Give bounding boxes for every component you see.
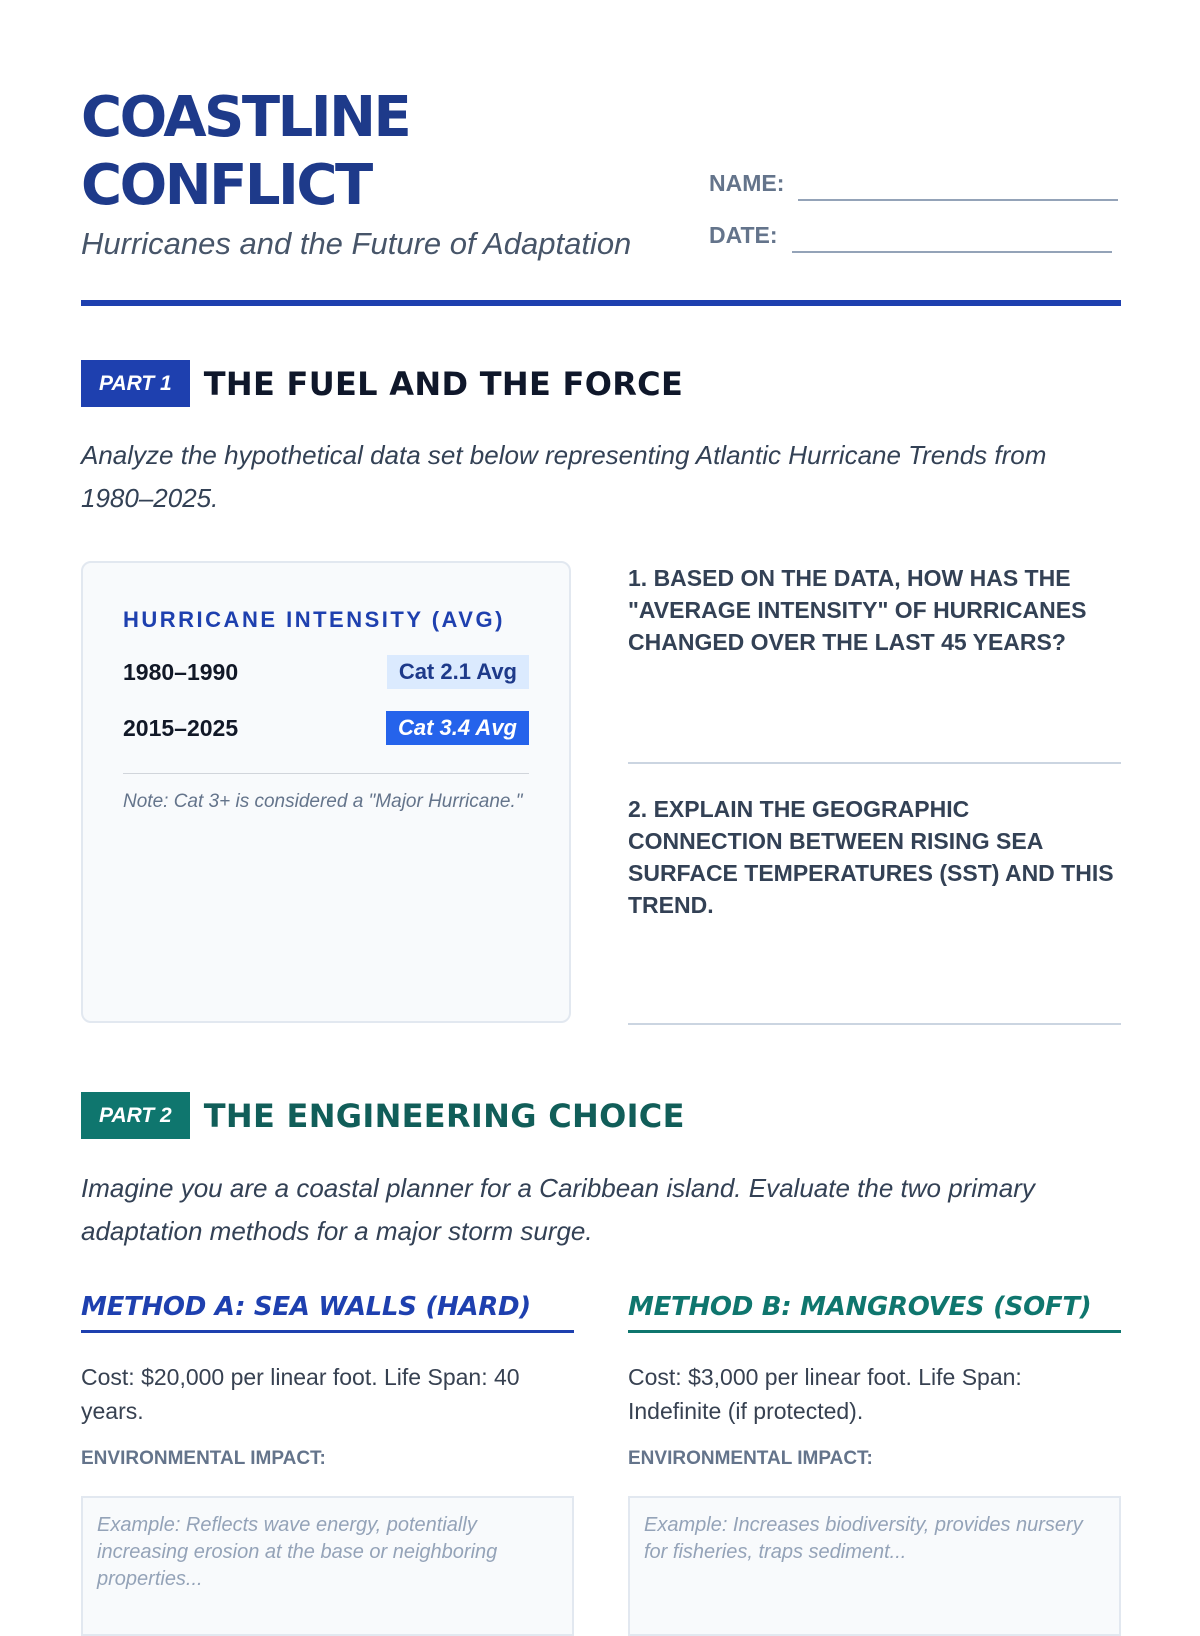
page-title: [81, 84, 681, 220]
data-row: [123, 711, 529, 745]
name-input-line[interactable]: [798, 199, 1118, 201]
title-block: [81, 84, 681, 262]
method-a-desc: Cost: $20,000 per linear foot. Life Span: 40 years.: [81, 1364, 520, 1424]
question-1: 1. BASED ON THE DATA, HOW HAS THE "AVERAGE INTENSITY" OF HURRICANES CHANGED OVER THE LAST 45 YEARS?: [628, 565, 1087, 655]
part1-title: THE FUEL AND THE FORCE: [203, 364, 684, 403]
method-a-column: [81, 1292, 574, 1636]
part2-title: THE ENGINEERING CHOICE: [203, 1096, 685, 1135]
part2-badge: PART 2: [81, 1092, 190, 1139]
method-a-answer-box[interactable]: Example: Reflects wave energy, potentially increasing erosion at the base or neighboring properties...: [81, 1496, 574, 1636]
name-label: NAME:: [709, 170, 785, 196]
data-period: 1980–1990: [123, 658, 239, 685]
data-card-note: Note: Cat 3+ is considered a "Major Hurricane.": [123, 791, 523, 812]
part2-intro: Imagine you are a coastal planner for a Caribbean island. Evaluate the two primary adaptation methods for a major storm surge.: [81, 1173, 1035, 1246]
data-card: [81, 561, 571, 1023]
date-field[interactable]: [709, 222, 1112, 253]
header-divider: [81, 300, 1121, 306]
answer-line-1[interactable]: [628, 762, 1121, 764]
part2-header: [81, 1092, 685, 1139]
card-divider: [123, 773, 529, 774]
name-field[interactable]: [709, 170, 1118, 201]
method-b-desc: Cost: $3,000 per linear foot. Life Span: Indefinite (if protected).: [628, 1364, 1022, 1424]
date-input-line[interactable]: [792, 251, 1112, 253]
worksheet-page: [81, 0, 1121, 1600]
answer-line-2[interactable]: [628, 1023, 1121, 1025]
method-b-impact-label: ENVIRONMENTAL IMPACT:: [628, 1448, 873, 1469]
part1-badge: PART 1: [81, 360, 190, 407]
method-b-answer-box[interactable]: Example: Increases biodiversity, provides nursery for fisheries, traps sediment...: [628, 1496, 1121, 1636]
method-a-impact-label: ENVIRONMENTAL IMPACT:: [81, 1448, 326, 1469]
data-value: Cat 2.1 Avg: [387, 655, 529, 689]
question-2: 2. EXPLAIN THE GEOGRAPHIC CONNECTION BETWEEN RISING SEA SURFACE TEMPERATURES (SST) AND THIS TREND.: [628, 796, 1114, 918]
page-subtitle: Hurricanes and the Future of Adaptation: [81, 226, 632, 261]
title-line-1: COASTLINE: [81, 85, 410, 150]
title-line-2: CONFLICT: [81, 153, 371, 218]
method-b-title: METHOD B: MANGROVES (SOFT): [628, 1292, 1121, 1333]
part1-intro: Analyze the hypothetical data set below representing Atlantic Hurricane Trends from 1980–2025.: [81, 440, 1047, 513]
data-period: 2015–2025: [123, 714, 239, 741]
part1-header: [81, 360, 683, 407]
data-row: [123, 655, 529, 689]
data-card-heading: HURRICANE INTENSITY (AVG): [123, 607, 505, 632]
method-a-title: METHOD A: SEA WALLS (HARD): [81, 1292, 574, 1333]
data-value-highlight: Cat 3.4 Avg: [386, 711, 529, 745]
date-label: DATE:: [709, 222, 778, 248]
method-b-column: [628, 1292, 1121, 1636]
